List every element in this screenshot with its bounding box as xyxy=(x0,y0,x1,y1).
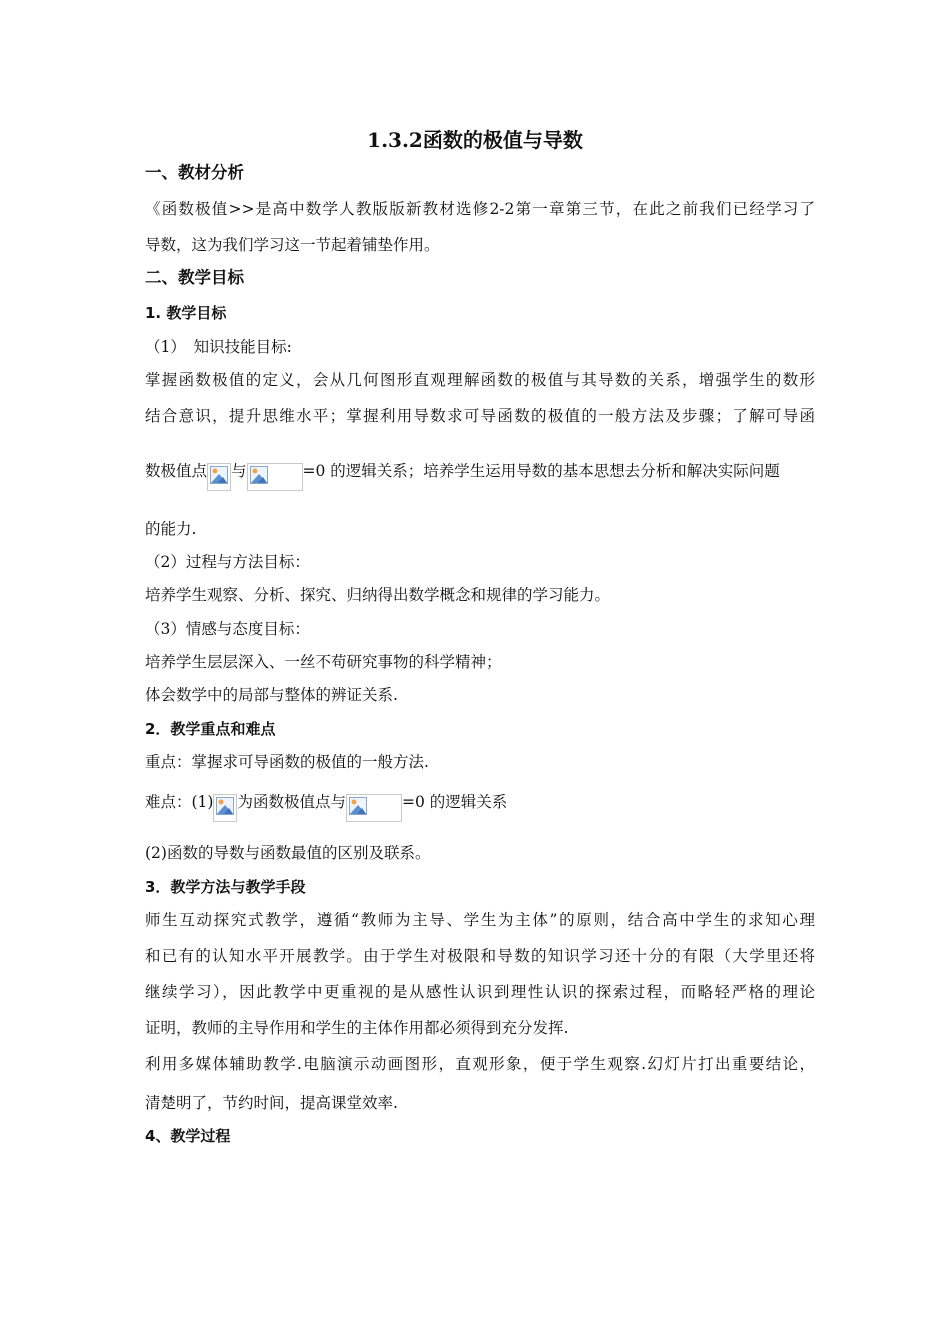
inline-text: 为函数极值点与 xyxy=(237,793,346,811)
paragraph-line: 结合意识，提升思维水平；掌握利用导数求可导函数的极值的一般方法及步骤；了解可导函 xyxy=(145,407,815,425)
paragraph-line: 培养学生观察、分析、探究、归纳得出数学概念和规律的学习能力。 xyxy=(145,586,611,604)
page-title: 1.3.2函数的极值与导数 xyxy=(367,128,583,152)
key-point-line: 重点：掌握求可导函数的极值的一般方法. xyxy=(145,753,429,771)
inline-text: 难点：(1) xyxy=(145,793,214,811)
section-heading-teaching-goals: 二、教学目标 xyxy=(145,268,244,287)
paragraph-line: 继续学习），因此教学中更重视的是从感性认识到理性认识的探索过程，而略轻严格的理论 xyxy=(145,983,815,1001)
paragraph-line: 清楚明了，节约时间，提高课堂效率. xyxy=(145,1094,398,1112)
broken-image-icon xyxy=(213,794,237,822)
paragraph-line: 证明，教师的主导作用和学生的主体作用都必须得到充分发挥. xyxy=(145,1019,569,1037)
paragraph-line: 培养学生层层深入、一丝不苟研究事物的科学精神； xyxy=(145,653,502,671)
subsection-heading-process: 4、教学过程 xyxy=(145,1127,231,1145)
subsection-heading-goals: 1. 教学目标 xyxy=(145,304,227,322)
broken-image-icon xyxy=(346,794,402,822)
knowledge-goal-label: （1） 知识技能目标: xyxy=(145,338,292,356)
paragraph-line: 《函数极值>>是高中数学人教版版新教材选修2-2第一章第三节，在此之前我们已经学习了 xyxy=(145,200,815,218)
broken-image-icon xyxy=(247,463,303,491)
paragraph-line: 体会数学中的局部与整体的辨证关系. xyxy=(145,686,398,704)
emotion-goal-label: （3）情感与态度目标： xyxy=(145,620,310,638)
difficulty-line-2: (2)函数的导数与函数最值的区别及联系。 xyxy=(145,844,431,862)
paragraph-line: 利用多媒体辅助教学.电脑演示动画图形，直观形象，便于学生观察.幻灯片打出重要结论， xyxy=(145,1055,815,1073)
paragraph-line-with-images xyxy=(145,458,815,486)
process-goal-label: （2）过程与方法目标： xyxy=(145,553,310,571)
paragraph-line: 导数，这为我们学习这一节起着铺垫作用。 xyxy=(145,236,440,254)
paragraph-line: 的能力. xyxy=(145,520,197,538)
inline-text: 数极值点 xyxy=(145,462,208,480)
paragraph-line: 师生互动探究式教学，遵循“教师为主导、学生为主体”的原则，结合高中学生的求知心理 xyxy=(145,911,815,929)
inline-text: =0 的逻辑关系；培养学生运用导数的基本思想去分析和解决实际问题 xyxy=(302,462,780,480)
paragraph-line: 和已有的认知水平开展教学。由于学生对极限和导数的知识学习还十分的有限（大学里还将 xyxy=(145,947,815,965)
inline-text: =0 的逻辑关系 xyxy=(401,793,508,811)
section-heading-textbook-analysis: 一、教材分析 xyxy=(145,163,244,182)
difficulty-line-with-images xyxy=(145,789,815,817)
broken-image-icon xyxy=(207,463,231,491)
paragraph-line: 掌握函数极值的定义，会从几何图形直观理解函数的极值与其导数的关系，增强学生的数形 xyxy=(145,371,815,389)
subsection-heading-methods: 3．教学方法与教学手段 xyxy=(145,878,306,896)
subsection-heading-key-difficult: 2．教学重点和难点 xyxy=(145,720,276,738)
inline-text: 与 xyxy=(231,462,247,480)
